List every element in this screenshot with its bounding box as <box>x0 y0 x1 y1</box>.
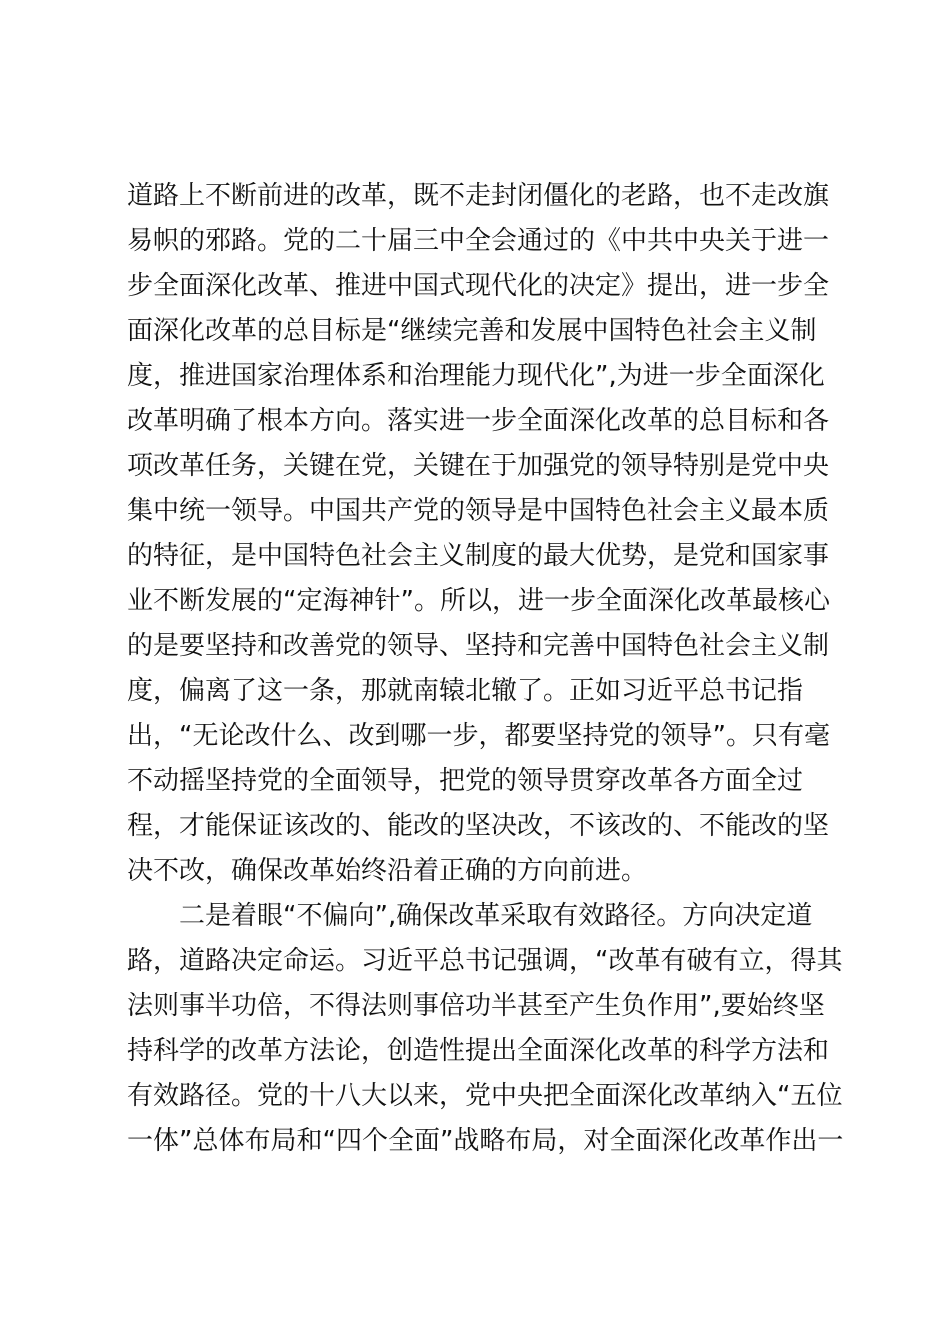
paragraph-1 <box>127 174 837 894</box>
text-line: 有效路径。党的十八大以来，党中央把全面深化改革纳入“五位 <box>127 1081 843 1111</box>
body-text <box>127 174 844 1164</box>
text-line: 集中统一领导。中国共产党的领导是中国特色社会主义最本质 <box>127 496 830 526</box>
text-line: 业不断发展的“定海神针”。所以，进一步全面深化改革最核心 <box>127 586 830 616</box>
text-line: 二是着眼“不偏向”,确保改革采取有效路径。方向决定道 <box>179 901 813 931</box>
text-line: 改革明确了根本方向。落实进一步全面深化改革的总目标和各 <box>127 406 830 436</box>
text-line: 出，“无论改什么、改到哪一步，都要坚持党的领导”。只有毫 <box>127 721 830 751</box>
text-line: 面深化改革的总目标是“继续完善和发展中国特色社会主义制 <box>127 316 817 346</box>
text-line: 度，偏离了这一条，那就南辕北辙了。正如习近平总书记指 <box>127 676 804 706</box>
text-line: 路，道路决定命运。习近平总书记强调，“改革有破有立，得其 <box>127 946 843 976</box>
text-line: 程，才能保证该改的、能改的坚决改，不该改的、不能改的坚 <box>127 811 830 841</box>
text-line: 步全面深化改革、推进中国式现代化的决定》提出，进一步全 <box>127 271 830 301</box>
text-line: 不动摇坚持党的全面领导，把党的领导贯穿改革各方面全过 <box>127 766 804 796</box>
paragraph-2 <box>127 894 844 1164</box>
text-line: 的是要坚持和改善党的领导、坚持和完善中国特色社会主义制 <box>127 631 830 661</box>
text-line: 的特征，是中国特色社会主义制度的最大优势，是党和国家事 <box>127 541 830 571</box>
text-line: 决不改，确保改革始终沿着正确的方向前进。 <box>127 856 648 886</box>
text-line: 持科学的改革方法论，创造性提出全面深化改革的科学方法和 <box>127 1036 830 1066</box>
text-line: 易帜的邪路。党的二十届三中全会通过的《中共中央关于进一 <box>127 226 830 256</box>
text-line: 法则事半功倍，不得法则事倍功半甚至产生负作用”,要始终坚 <box>127 991 825 1021</box>
text-line: 道路上不断前进的改革，既不走封闭僵化的老路，也不走改旗 <box>127 181 830 211</box>
text-line: 一体”总体布局和“四个全面”战略布局，对全面深化改革作出一 <box>127 1126 844 1156</box>
text-line: 项改革任务，关键在党，关键在于加强党的领导特别是党中央 <box>127 451 830 481</box>
text-line: 度，推进国家治理体系和治理能力现代化”,为进一步全面深化 <box>127 361 825 391</box>
